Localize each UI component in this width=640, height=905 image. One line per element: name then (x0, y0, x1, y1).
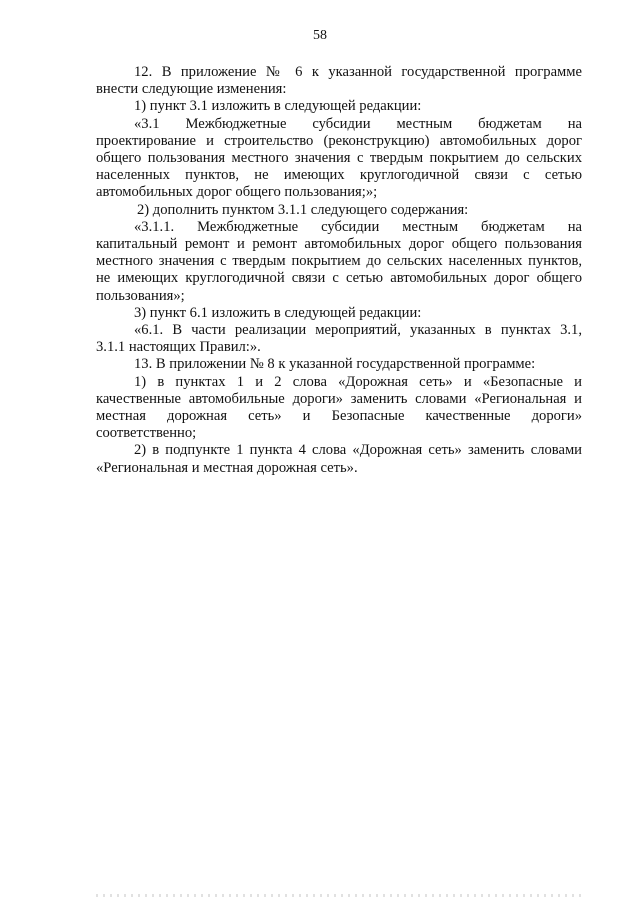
page-number: 58 (313, 28, 327, 43)
text-line: «3.1.1. Межбюджетные субсидии местным бюджетам на (134, 218, 582, 235)
scan-artifact (96, 894, 582, 897)
text-line: 3) пункт 6.1 изложить в следующей редакции: (134, 304, 422, 321)
text-line: населенных пунктов, не имеющих круглогодичной связи с сетью (96, 167, 582, 184)
text-line: соответственно; (96, 425, 197, 442)
text-line: 1) пункт 3.1 изложить в следующей редакции: (134, 98, 422, 115)
text-line: 2) в подпункте 1 пункта 4 слова «Дорожная сеть» заменить словами (134, 442, 582, 459)
text-line: 2) дополнить пунктом 3.1.1 следующего содержания: (137, 201, 469, 218)
text-line: 3.1.1 настоящих Правил:». (96, 339, 261, 356)
text-line: капитальный ремонт и ремонт автомобильных дорог общего пользования (96, 236, 582, 253)
document-body (96, 64, 582, 477)
text-line: автомобильных дорог общего пользования;»; (96, 184, 378, 201)
text-line: местная дорожная сеть» и Безопасные качественные дороги» (96, 408, 582, 425)
text-line: качественные автомобильные дороги» заменить словами «Региональная и (96, 390, 582, 407)
text-line: 1) в пунктах 1 и 2 слова «Дорожная сеть» и «Безопасные и (134, 373, 582, 390)
text-line: внести следующие изменения: (96, 81, 287, 98)
text-line: пользования»; (96, 287, 185, 304)
text-line: «Региональная и местная дорожная сеть». (96, 459, 358, 476)
text-line: 12. В приложение № 6 к указанной государственной программе (134, 64, 582, 80)
text-line: общего пользования местного значения с твердым покрытием до сельских (96, 150, 582, 167)
text-line: «3.1 Межбюджетные субсидии местным бюджетам на (134, 115, 582, 132)
text-line: проектирование и строительство (реконструкцию) автомобильных дорог (96, 132, 582, 149)
text-line: 13. В приложении № 8 к указанной государственной программе: (134, 356, 536, 373)
text-line: не имеющих круглогодичной связи с сетью автомобильных дорог общего (96, 270, 582, 287)
text-line: местного значения с твердым покрытием до сельских населенных пунктов, (96, 253, 582, 270)
text-line: «6.1. В части реализации мероприятий, указанных в пунктах 3.1, (134, 322, 582, 339)
